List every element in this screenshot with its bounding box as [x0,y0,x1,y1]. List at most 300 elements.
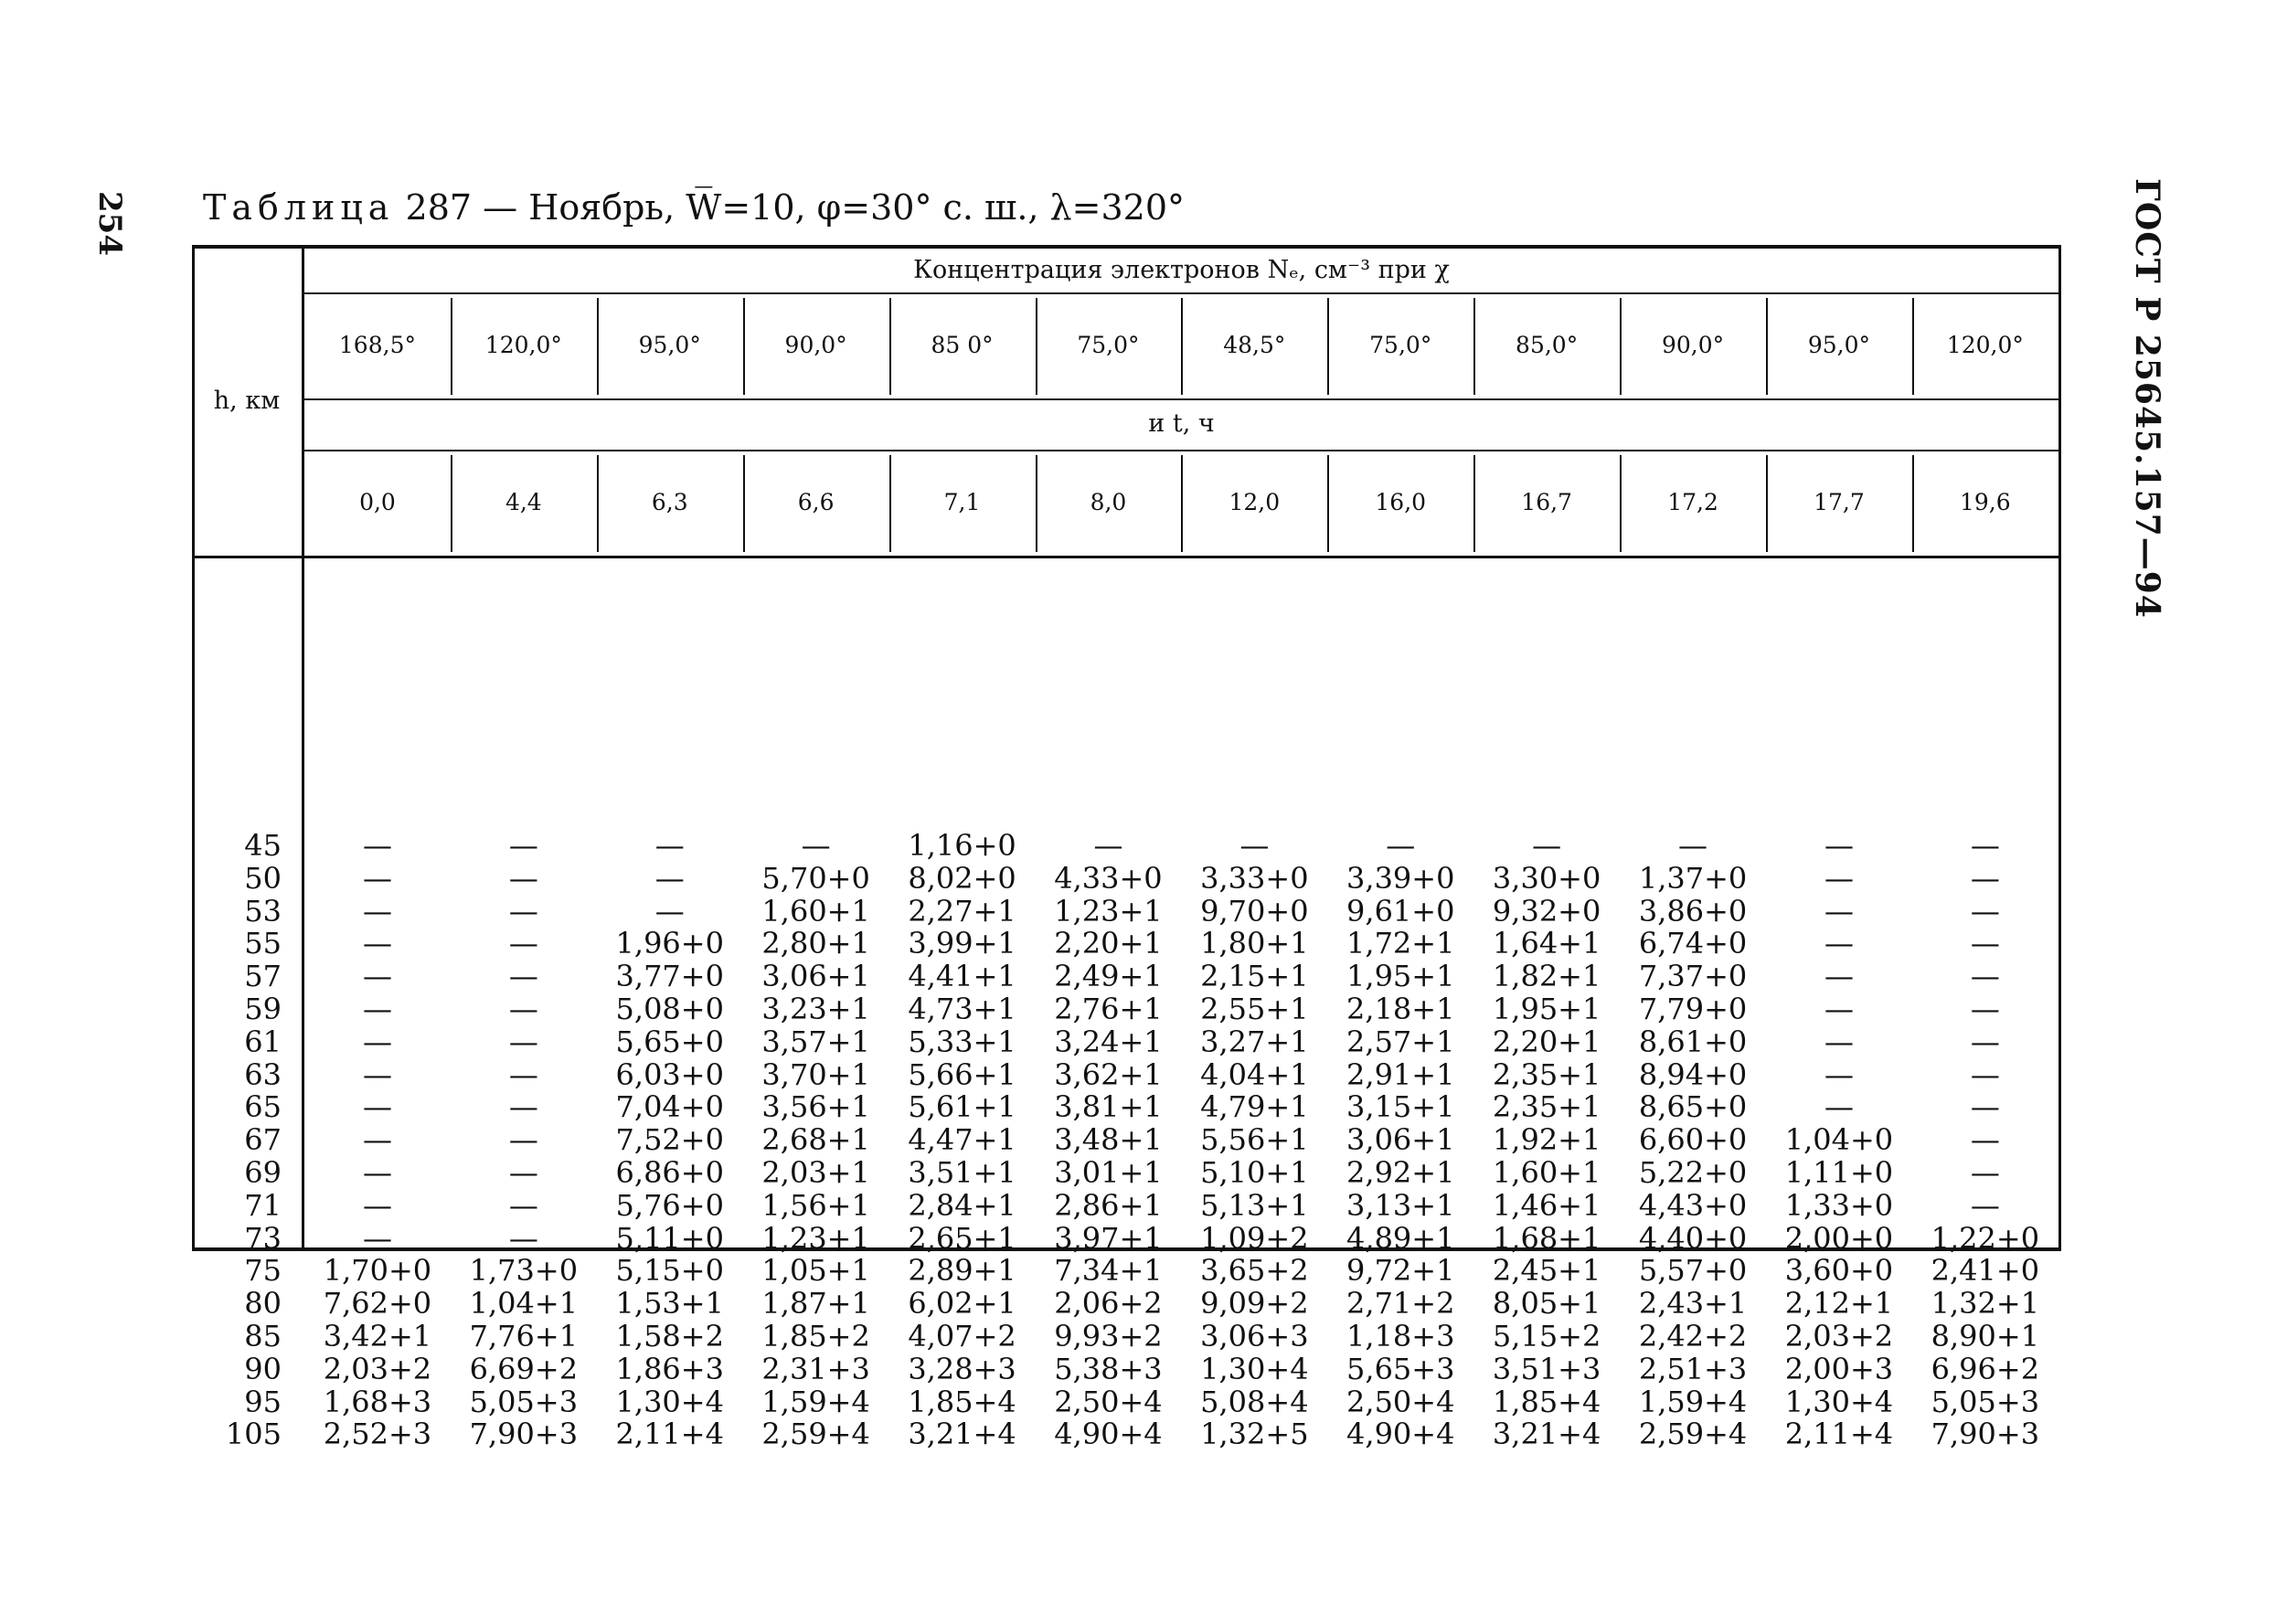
data-cell: 7,90+3 [469,1417,579,1452]
data-cell: — [1970,1187,2000,1223]
data-cell: — [1824,893,1854,929]
data-cell: 5,10+1 [1200,1154,1309,1190]
stub-header: h, км [213,387,281,415]
t-cell: 16,7 [1521,489,1572,515]
data-cell: 5,33+1 [908,1024,1016,1059]
data-column [1620,830,1766,1451]
t-cell: 0,0 [359,489,396,515]
chi-divider [1620,298,1622,395]
data-cell: 3,33+0 [1200,860,1309,896]
data-cell: — [654,828,685,863]
data-cell: 2,51+3 [1638,1351,1748,1386]
height-cell: 90 [244,1351,282,1386]
data-cell: 7,76+1 [469,1318,579,1353]
data-cell: 1,95+1 [1346,959,1455,994]
data-cell: 5,38+3 [1054,1351,1163,1386]
t-cell: 16,0 [1375,489,1427,515]
height-column [192,830,302,1451]
height-cell: 71 [244,1187,282,1223]
chi-cell: 168,5° [338,332,416,358]
data-column [889,830,1036,1451]
data-cell: — [1824,1024,1854,1059]
data-cell: — [1824,926,1854,961]
t-cell: 6,3 [651,489,688,515]
data-cell: 1,04+0 [1784,1122,1894,1158]
data-cell: 2,49+1 [1054,959,1163,994]
data-cell: — [1824,1089,1854,1125]
data-cell: 8,61+0 [1638,1024,1748,1059]
data-cell: 3,39+0 [1346,860,1455,896]
data-cell: 1,33+0 [1784,1187,1894,1223]
t-cell: 12,0 [1229,489,1281,515]
data-cell: 3,70+1 [761,1056,870,1092]
data-cell: 2,41+0 [1931,1253,2040,1289]
data-cell: 3,01+1 [1054,1154,1163,1190]
data-cell: — [1239,828,1270,863]
data-cell: — [508,926,538,961]
data-cell: 3,23+1 [761,991,870,1026]
data-cell: 1,56+1 [761,1187,870,1223]
height-cell: 63 [244,1056,282,1092]
t-divider [1620,455,1622,552]
data-cell: — [1970,1056,2000,1092]
data-cell: 4,33+0 [1054,860,1163,896]
data-cell: — [1970,828,2000,863]
data-cell: 1,22+0 [1931,1220,2040,1256]
data-cell: 4,43+0 [1638,1187,1748,1223]
data-table [192,245,2061,1452]
page-number: 254 [91,191,128,256]
data-cell: — [362,1089,392,1125]
data-cell: 9,72+1 [1346,1253,1455,1289]
data-cell: 1,30+4 [1200,1351,1309,1386]
t-divider [743,455,745,552]
data-cell: 1,85+4 [1492,1384,1601,1419]
data-cell: — [508,1220,538,1256]
chi-divider [1473,298,1475,395]
data-cell: 1,05+1 [761,1253,870,1289]
data-column [304,830,451,1451]
document-id: ГОСТ Р 25645.157—94 [2128,178,2166,619]
t-cell: 6,6 [797,489,835,515]
t-cell: 4,4 [505,489,542,515]
data-cell: 5,05+3 [1931,1384,2040,1419]
data-cell: 5,08+0 [615,991,724,1026]
data-cell: 1,53+1 [615,1286,724,1321]
data-cell: 2,91+1 [1346,1056,1455,1092]
data-cell: 1,59+4 [761,1384,870,1419]
data-cell: 2,27+1 [908,893,1016,929]
data-cell: 3,06+1 [1346,1122,1455,1158]
data-cell: 1,32+5 [1200,1417,1309,1452]
data-cell: 4,47+1 [908,1122,1016,1158]
data-cell: 2,57+1 [1346,1024,1455,1059]
chi-cell: 95,0° [1807,332,1871,358]
height-cell: 105 [225,1417,282,1452]
data-cell: — [362,1220,392,1256]
data-cell: — [1532,828,1562,863]
data-cell: 6,74+0 [1638,926,1748,961]
data-column [1327,830,1473,1451]
data-cell: 1,23+1 [1054,893,1163,929]
data-cell: 2,52+3 [323,1417,432,1452]
data-cell: 2,03+2 [1784,1318,1894,1353]
data-cell: 1,85+4 [908,1384,1016,1419]
data-cell: — [1824,860,1854,896]
data-cell: 1,68+3 [323,1384,432,1419]
data-cell: — [508,1154,538,1190]
data-cell: 5,66+1 [908,1056,1016,1092]
data-cell: 3,13+1 [1346,1187,1455,1223]
data-cell: — [362,926,392,961]
t-divider [597,455,599,552]
chi-cell: 85 0° [931,332,994,358]
chi-divider [597,298,599,395]
data-cell: 4,89+1 [1346,1220,1455,1256]
chi-cell: 75,0° [1077,332,1140,358]
data-cell: 2,76+1 [1054,991,1163,1026]
chi-cell: 85,0° [1516,332,1579,358]
chi-cell: 75,0° [1369,332,1432,358]
data-cell: — [362,828,392,863]
data-cell: — [362,959,392,994]
data-cell: 4,90+4 [1054,1417,1163,1452]
data-column [743,830,889,1451]
data-cell: 2,42+2 [1638,1318,1748,1353]
data-cell: 1,70+0 [323,1253,432,1289]
data-cell: 5,56+1 [1200,1122,1309,1158]
data-cell: — [508,1089,538,1125]
data-cell: 9,70+0 [1200,893,1309,929]
data-cell: — [1970,991,2000,1026]
data-cell: 5,70+0 [761,860,870,896]
data-cell: — [1970,926,2000,961]
data-cell: 3,28+3 [908,1351,1016,1386]
height-cell: 45 [244,828,282,863]
data-cell: 1,23+1 [761,1220,870,1256]
data-cell: 1,64+1 [1492,926,1601,961]
data-cell: — [1824,828,1854,863]
data-cell: — [1970,1024,2000,1059]
data-cell: — [508,860,538,896]
data-cell: 5,76+0 [615,1187,724,1223]
t-cell: 7,1 [943,489,981,515]
data-cell: 7,90+3 [1931,1417,2040,1452]
t-cell: 17,2 [1667,489,1718,515]
data-cell: 3,42+1 [323,1318,432,1353]
data-cell: 2,35+1 [1492,1056,1601,1092]
data-cell: — [362,860,392,896]
right-border [2058,245,2061,1250]
t-divider [889,455,891,552]
data-cell: 2,59+4 [1638,1417,1748,1452]
data-cell: 1,18+3 [1346,1318,1455,1353]
data-cell: — [1386,828,1416,863]
data-cell: 2,03+2 [323,1351,432,1386]
data-cell: 1,46+1 [1492,1187,1601,1223]
data-cell: 1,11+0 [1784,1154,1894,1190]
data-cell: 6,60+0 [1638,1122,1748,1158]
data-cell: 2,65+1 [908,1220,1016,1256]
data-cell: 1,30+4 [615,1384,724,1419]
data-cell: — [1970,1154,2000,1190]
data-column [1181,830,1327,1451]
data-cell: 3,77+0 [615,959,724,994]
data-cell: — [1678,828,1708,863]
data-cell: — [362,1187,392,1223]
data-cell: 7,52+0 [615,1122,724,1158]
chi-cell: 90,0° [784,332,847,358]
data-cell: 3,57+1 [761,1024,870,1059]
data-cell: 2,84+1 [908,1187,1016,1223]
data-cell: 1,37+0 [1638,860,1748,896]
chi-cell: 48,5° [1223,332,1286,358]
data-cell: — [508,1024,538,1059]
data-cell: 2,89+1 [908,1253,1016,1289]
data-cell: — [508,828,538,863]
t-divider [1766,455,1768,552]
data-cell: 5,08+4 [1200,1384,1309,1419]
data-cell: 3,21+4 [1492,1417,1601,1452]
data-cell: 2,20+1 [1054,926,1163,961]
data-cell: 1,73+0 [469,1253,579,1289]
data-cell: — [1970,959,2000,994]
t-divider [1181,455,1183,552]
height-cell: 67 [244,1122,282,1158]
data-cell: 4,40+0 [1638,1220,1748,1256]
data-cell: 4,73+1 [908,991,1016,1026]
data-cell: 5,15+2 [1492,1318,1601,1353]
data-cell: 1,68+1 [1492,1220,1601,1256]
data-cell: 3,86+0 [1638,893,1748,929]
t-divider [1912,455,1914,552]
data-cell: 3,06+1 [761,959,870,994]
data-cell: 1,87+1 [761,1286,870,1321]
data-cell: 3,65+2 [1200,1253,1309,1289]
height-cell: 65 [244,1089,282,1125]
data-cell: 3,51+3 [1492,1351,1601,1386]
data-cell: 8,65+0 [1638,1089,1748,1125]
data-cell: 7,79+0 [1638,991,1748,1026]
chi-divider [1181,298,1183,395]
data-cell: 5,05+3 [469,1384,579,1419]
data-cell: 7,62+0 [323,1286,432,1321]
table-title [203,187,1185,228]
data-cell: — [508,1122,538,1158]
data-cell: — [362,1024,392,1059]
table-title-word: Таблица [203,187,395,228]
chi-cell: 120,0° [484,332,562,358]
chi-divider [1327,298,1329,395]
data-cell: 3,48+1 [1054,1122,1163,1158]
data-cell: 4,41+1 [908,959,1016,994]
data-cell: 1,32+1 [1931,1286,2040,1321]
chi-divider [889,298,891,395]
data-cell: — [508,893,538,929]
data-cell: — [508,959,538,994]
height-cell: 75 [244,1253,282,1289]
data-cell: 2,50+4 [1346,1384,1455,1419]
data-cell: 3,24+1 [1054,1024,1163,1059]
data-cell: 3,30+0 [1492,860,1601,896]
data-cell: 1,82+1 [1492,959,1601,994]
data-column [1473,830,1620,1451]
data-cell: 2,35+1 [1492,1089,1601,1125]
data-cell: — [1970,1089,2000,1125]
data-cell: 4,90+4 [1346,1417,1455,1452]
group-header: Концентрация электронов Nₑ, см⁻³ при χ [913,256,1450,284]
data-cell: 6,86+0 [615,1154,724,1190]
data-cell: 5,22+0 [1638,1154,1748,1190]
data-cell: 6,96+2 [1931,1351,2040,1386]
chi-divider [451,298,452,395]
data-cell: 2,15+1 [1200,959,1309,994]
data-cell: 1,72+1 [1346,926,1455,961]
height-cell: 80 [244,1286,282,1321]
data-cell: 2,55+1 [1200,991,1309,1026]
chi-divider [1912,298,1914,395]
data-cell: 2,00+3 [1784,1351,1894,1386]
data-cell: 2,20+1 [1492,1024,1601,1059]
chi-divider [743,298,745,395]
header-rule-2 [304,398,2058,400]
data-cell: — [1824,991,1854,1026]
data-cell: 2,31+3 [761,1351,870,1386]
data-cell: 2,71+2 [1346,1286,1455,1321]
data-cell: 2,59+4 [761,1417,870,1452]
data-cell: 3,27+1 [1200,1024,1309,1059]
data-cell: 1,95+1 [1492,991,1601,1026]
data-cell: 3,60+0 [1784,1253,1894,1289]
t-cell: 17,7 [1814,489,1865,515]
data-cell: 3,99+1 [908,926,1016,961]
data-cell: 8,94+0 [1638,1056,1748,1092]
data-cell: 5,11+0 [615,1220,724,1256]
top-rule [192,245,2061,249]
data-cell: 5,13+1 [1200,1187,1309,1223]
height-cell: 85 [244,1318,282,1353]
sub-header: и t, ч [1148,409,1215,438]
data-cell: 3,51+1 [908,1154,1016,1190]
data-cell: — [801,828,831,863]
t-divider [451,455,452,552]
data-cell: 7,04+0 [615,1089,724,1125]
data-cell: — [1970,1122,2000,1158]
data-cell: 1,92+1 [1492,1122,1601,1158]
data-cell: 1,04+1 [469,1286,579,1321]
data-cell: 3,21+4 [908,1417,1016,1452]
height-cell: 55 [244,926,282,961]
t-cell: 19,6 [1960,489,2011,515]
data-column [597,830,743,1451]
data-cell: 7,37+0 [1638,959,1748,994]
header-rule-3 [304,450,2058,451]
data-cell: — [1970,860,2000,896]
data-cell: 1,30+4 [1784,1384,1894,1419]
data-cell: 2,00+0 [1784,1220,1894,1256]
data-cell: 5,61+1 [908,1089,1016,1125]
header-bottom-rule [192,556,2061,558]
data-column [1766,830,1912,1451]
data-cell: — [1824,959,1854,994]
data-cell: 9,09+2 [1200,1286,1309,1321]
data-cell: 2,03+1 [761,1154,870,1190]
data-cell: — [1970,893,2000,929]
data-column [451,830,597,1451]
data-cell: — [654,893,685,929]
data-cell: 8,05+1 [1492,1286,1601,1321]
data-cell: — [1824,1056,1854,1092]
data-cell: — [508,991,538,1026]
data-cell: 2,11+4 [1784,1417,1894,1452]
chi-cell: 95,0° [638,332,701,358]
data-cell: — [362,1122,392,1158]
data-cell: — [362,1154,392,1190]
data-cell: 9,93+2 [1054,1318,1163,1353]
data-column [1036,830,1182,1451]
data-cell: 1,09+2 [1200,1220,1309,1256]
data-cell: — [362,1056,392,1092]
data-cell: 7,34+1 [1054,1253,1163,1289]
data-cell: 5,57+0 [1638,1253,1748,1289]
header-rule-1 [304,292,2058,294]
data-cell: 4,79+1 [1200,1089,1309,1125]
data-cell: 2,80+1 [761,926,870,961]
data-cell: 5,15+0 [615,1253,724,1289]
height-cell: 69 [244,1154,282,1190]
data-cell: 3,97+1 [1054,1220,1163,1256]
data-cell: 3,56+1 [761,1089,870,1125]
data-cell: — [508,1056,538,1092]
chi-divider [1036,298,1037,395]
data-cell: 2,45+1 [1492,1253,1601,1289]
data-cell: 4,04+1 [1200,1056,1309,1092]
height-cell: 59 [244,991,282,1026]
table-title-rest: 287 — Ноябрь, W̅=10, φ=30° с. ш., λ=320° [405,187,1186,228]
data-cell: 1,58+2 [615,1318,724,1353]
data-cell: 1,60+1 [761,893,870,929]
data-cell: — [362,991,392,1026]
t-divider [1473,455,1475,552]
data-cell: 6,02+1 [908,1286,1016,1321]
data-cell: 2,12+1 [1784,1286,1894,1321]
data-cell: 2,92+1 [1346,1154,1455,1190]
height-cell: 73 [244,1220,282,1256]
data-cell: 8,02+0 [908,860,1016,896]
data-cell: — [508,1187,538,1223]
data-cell: 6,69+2 [469,1351,579,1386]
data-cell: 2,43+1 [1638,1286,1748,1321]
data-cell: 1,86+3 [615,1351,724,1386]
data-cell: 1,80+1 [1200,926,1309,961]
data-cell: 3,06+3 [1200,1318,1309,1353]
data-cell: 1,16+0 [908,828,1016,863]
data-cell: 3,81+1 [1054,1089,1163,1125]
data-cell: 6,03+0 [615,1056,724,1092]
t-divider [1327,455,1329,552]
data-cell: 1,85+2 [761,1318,870,1353]
data-cell: 2,06+2 [1054,1286,1163,1321]
chi-divider [1766,298,1768,395]
chi-cell: 120,0° [1946,332,2024,358]
data-cell: 2,50+4 [1054,1384,1163,1419]
data-cell: 1,59+4 [1638,1384,1748,1419]
data-cell: 3,62+1 [1054,1056,1163,1092]
data-cell: 1,96+0 [615,926,724,961]
data-cell: — [1093,828,1123,863]
data-cell: — [362,893,392,929]
data-cell: 1,60+1 [1492,1154,1601,1190]
